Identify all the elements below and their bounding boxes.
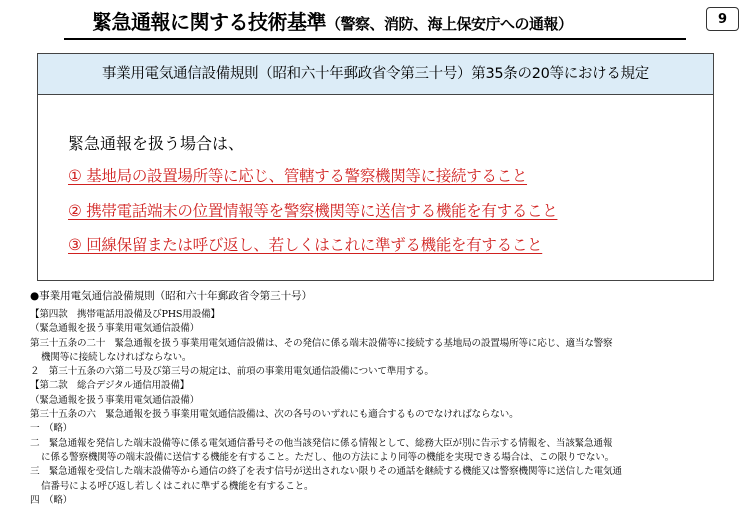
title-main: 緊急通報に関する技術基準 — [92, 10, 326, 34]
title-underline — [64, 38, 686, 40]
text-line: ２ 第三十五条の六第二号及び第三号の規定は、前項の事業用電気通信設備について準用する。 — [30, 366, 434, 378]
requirement-item-1: ① 基地局の設置場所等に応じ、管轄する警察機関等に接続すること — [68, 167, 528, 185]
text-line: 三 緊急通報を受信した端末設備等から通信の終了を表す信号が送出されない限りその通話を継続する機能又は警察機関等に送信した電気通 — [30, 466, 622, 478]
requirement-item-2: ② 携帯電話端末の位置情報等を警察機関等に送信する機能を有すること — [68, 202, 558, 220]
title-subtitle: （警察、消防、海上保安庁への通報） — [326, 15, 573, 33]
source-citation: ●事業用電気通信設備規則（昭和六十年郵政省令第三十号） — [30, 290, 313, 302]
text-line: （緊急通報を扱う事業用電気通信設備） — [30, 394, 200, 406]
page-number: 9 — [706, 7, 739, 31]
text-line: 【第二款 総合デジタル通信用設備】 — [30, 380, 190, 392]
text-line: に係る警察機関等の端末設備に送信する機能を有すること。ただし、他の方法により同等の機能を実現できる場合は、この限りでない。 — [41, 451, 615, 463]
regulation-text — [30, 308, 738, 508]
text-line: 第三十五条の二十 緊急通報を扱う事業用電気通信設備は、その発信に係る端末設備等に接続する基地局の設置場所等に応じ、適当な警察 — [30, 337, 613, 349]
regulation-box — [37, 53, 714, 281]
text-line: 一 （略） — [30, 423, 73, 435]
page-title — [92, 6, 692, 35]
text-line: 信番号による呼び返し若しくはこれに準ずる機能を有すること。 — [41, 480, 314, 492]
text-line: （緊急通報を扱う事業用電気通信設備） — [30, 323, 200, 335]
requirement-item-3: ③ 回線保留または呼び返し、若しくはこれに準ずる機能を有すること — [68, 236, 543, 254]
text-line: 【第四款 携帯電話用設備及びPHS用設備】 — [30, 309, 220, 320]
text-line: 機関等に接続しなければならない。 — [41, 351, 192, 363]
text-line: 四 （略） — [30, 494, 73, 506]
regulation-heading: 事業用電気通信設備規則（昭和六十年郵政省令第三十号）第35条の20等における規定 — [38, 54, 713, 95]
regulation-intro: 緊急通報を扱う場合は、 — [68, 134, 245, 153]
text-line: 第三十五条の六 緊急通報を扱う事業用電気通信設備は、次の各号のいずれにも適合するものでなければならない。 — [30, 409, 519, 421]
text-line: 二 緊急通報を発信した端末設備等に係る電気通信番号その他当該発信に係る情報として、総務大臣が別に告示する情報を、当該緊急通報 — [30, 437, 613, 449]
